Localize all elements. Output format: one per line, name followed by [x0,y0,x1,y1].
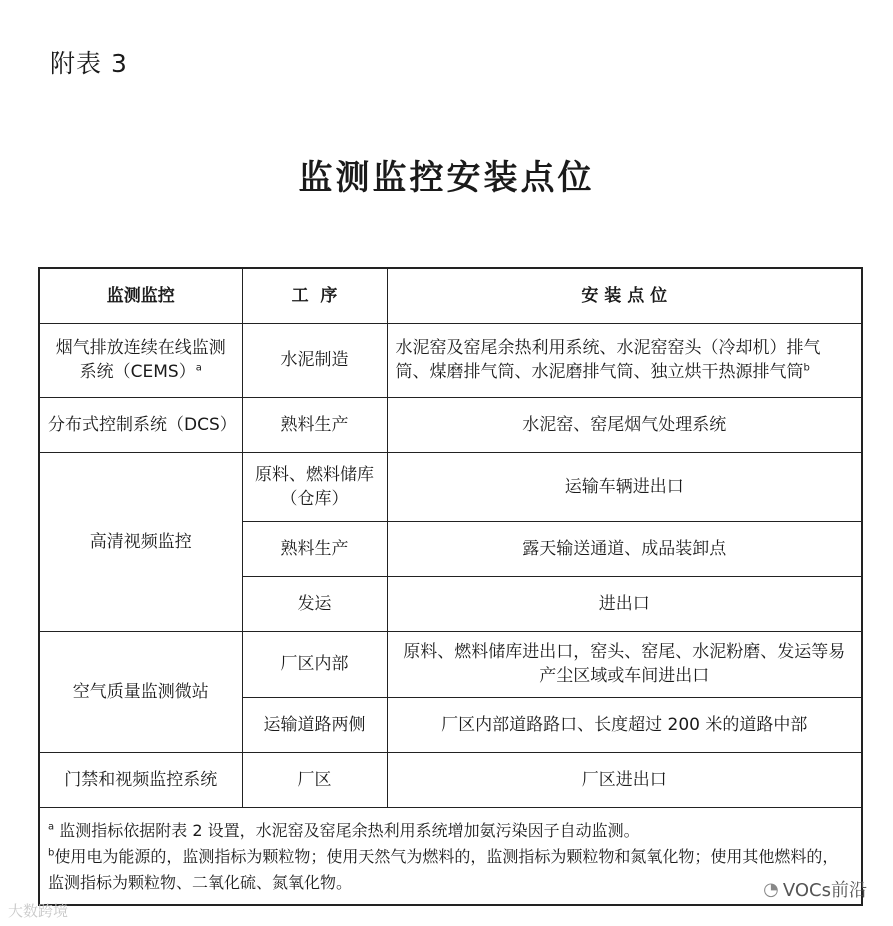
hd-video-location-1: 运输车辆进出口 [387,452,862,521]
table-header-row [39,268,862,323]
air-station-location-1: 原料、燃料储库进出口，窑头、窑尾、水泥粉磨、发运等易产尘区域或车间进出口 [387,631,862,697]
hd-video-category: 高清视频监控 [39,452,242,631]
note-a-text: 监测指标依据附表 2 设置，水泥窑及窑尾余热利用系统增加氨污染因子自动监测。 [59,820,640,840]
air-station-process-1: 厂区内部 [242,631,387,697]
table-row-dcs [39,397,862,452]
header-process: 工 序 [242,268,387,323]
watermark-right [763,876,867,902]
watermark-right-text: VOCs前沿 [782,880,867,901]
access-category: 门禁和视频监控系统 [39,752,242,807]
air-station-category: 空气质量监测微站 [39,631,242,752]
air-station-location-2: 厂区内部道路路口、长度超过 200 米的道路中部 [387,697,862,752]
table-notes-row [39,807,862,905]
wechat-icon: ◔ [763,878,779,900]
table-row-hd-video-1 [39,452,862,521]
cems-category-cell [39,323,242,397]
page-title: 监测监控安装点位 [298,158,595,198]
hd-video-process-1: 原料、燃料储库（仓库） [242,452,387,521]
note-a [48,818,849,844]
header-location: 安 装 点 位 [387,268,862,323]
cems-process: 水泥制造 [242,323,387,397]
access-location: 厂区进出口 [387,752,862,807]
footnote-marker-a: a [195,362,202,374]
cems-location: 水泥窑及窑尾余热利用系统、水泥窑窑头（冷却机）排气筒、煤磨排气筒、水泥磨排气筒、独立烘干热源排气筒 [395,338,821,382]
air-station-process-2: 运输道路两侧 [242,697,387,752]
table-row-access [39,752,862,807]
watermark-left-text: 大数跨境 [8,902,69,920]
note-a-marker: a [48,821,55,833]
watermark-left [8,900,68,921]
table-row-cems [39,323,862,397]
note-b-text: 使用电为能源的，监测指标为颗粒物；使用天然气为燃料的，监测指标为颗粒物和氮氧化物；使用其他燃料的，监测指标为颗粒物、二氧化硫、氮氧化物。 [48,846,839,892]
monitoring-table [38,267,863,906]
table-notes [39,807,862,905]
hd-video-location-3: 进出口 [387,576,862,631]
cems-category: 烟气排放连续在线监测系统（CEMS） [55,338,226,382]
cems-location-cell [387,323,862,397]
header-monitoring: 监测监控 [39,268,242,323]
hd-video-location-2: 露天输送通道、成品装卸点 [387,521,862,576]
footnote-marker-b: b [803,362,810,374]
hd-video-process-3: 发运 [242,576,387,631]
hd-video-process-2: 熟料生产 [242,521,387,576]
note-b [48,844,849,896]
table-row-air-station-1 [39,631,862,697]
dcs-category: 分布式控制系统（DCS） [39,397,242,452]
dcs-location: 水泥窑、窑尾烟气处理系统 [387,397,862,452]
annex-label: 附表 3 [50,49,128,78]
access-process: 厂区 [242,752,387,807]
dcs-process: 熟料生产 [242,397,387,452]
note-b-marker: b [48,847,55,859]
